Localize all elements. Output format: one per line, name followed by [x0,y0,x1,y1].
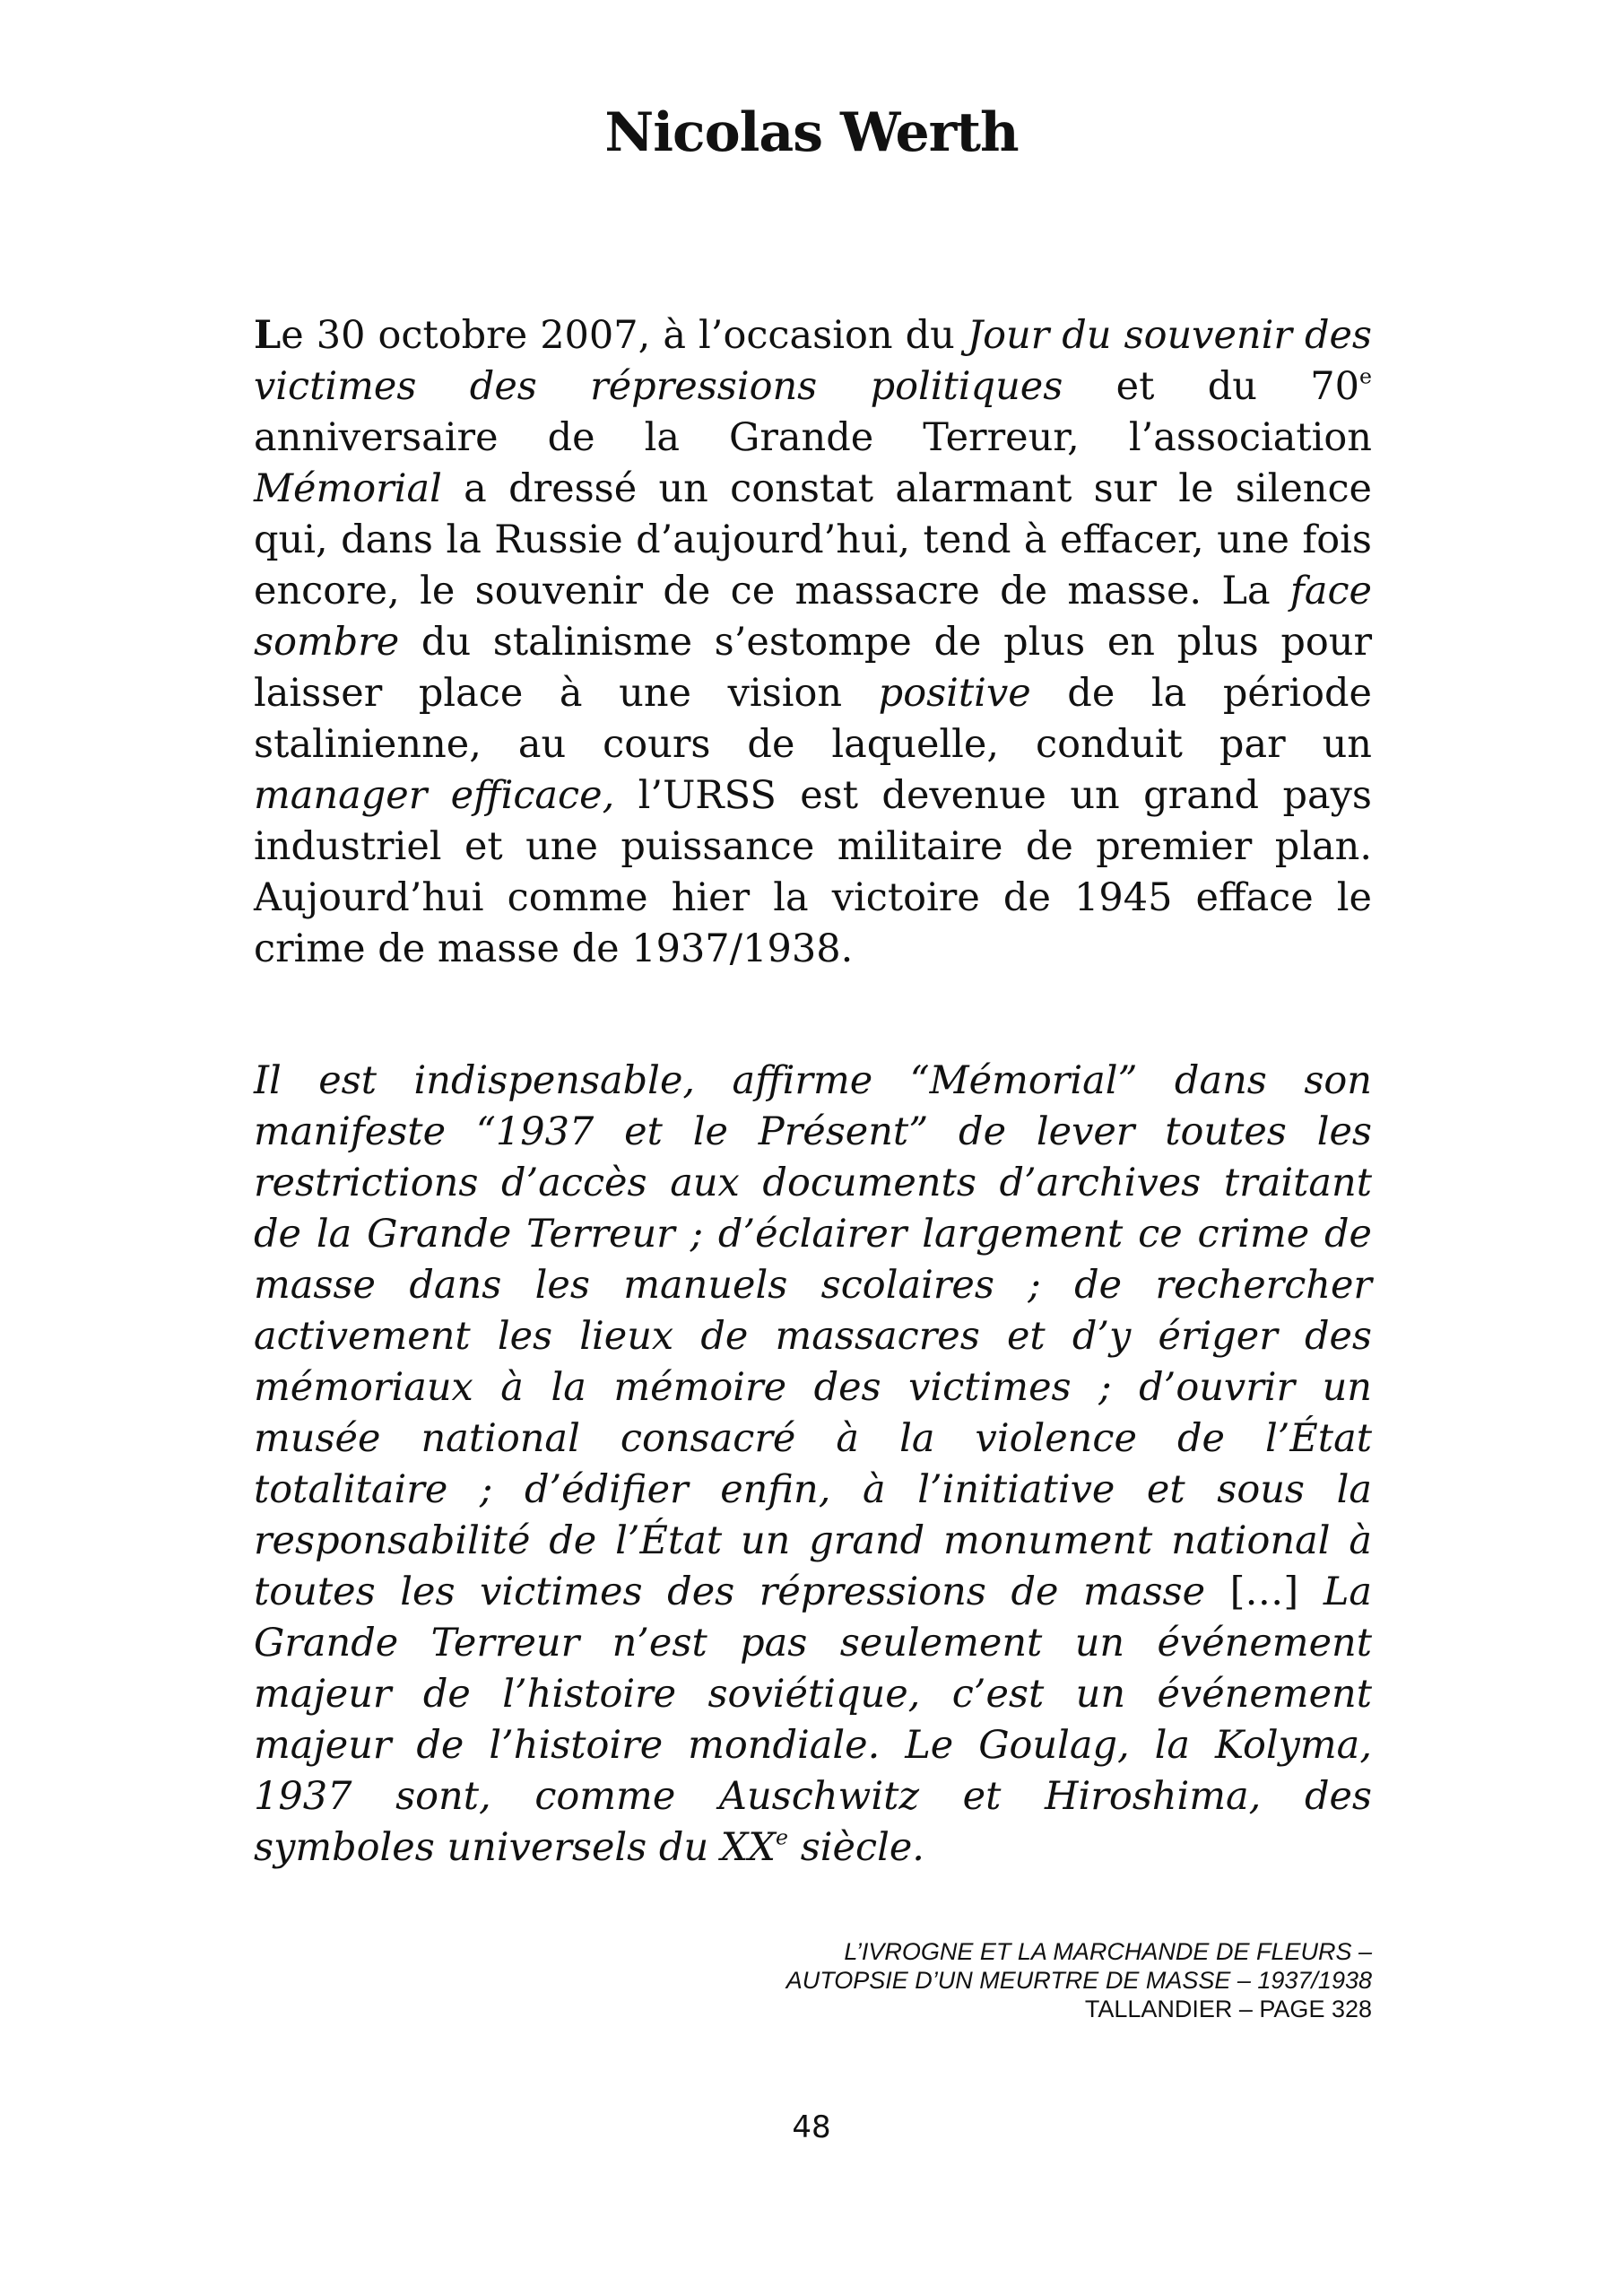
ellipsis-bracket: […] [1229,1570,1299,1614]
source-citation [786,1937,1372,2023]
text-run: e 30 octobre 2007, à l’occasion du [281,313,968,358]
paragraph-quote [254,1056,1372,1874]
superscript: e [776,1824,789,1850]
citation-title-line-1: L’IVROGNE ET LA MARCHANDE DE FLEURS – [844,1938,1372,1965]
text-run: du stalinisme s’estompe de plus en plus pour laisser place à une vision [254,620,1372,716]
emphasis-memorial: Mémorial [254,466,442,511]
paragraph-intro [254,310,1372,975]
citation-title-line-2: AUTOPSIE D’UN MEURTRE DE MASSE – 1937/1938 [785,1967,1372,1994]
emphasis-manager-efficace: manager efficace, [254,773,615,818]
text-run: l’URSS est devenue un grand pays industriel et une puissance militaire de premier plan. Aujourd’hui comme hier la victoire de 1945 efface le crime de masse de 1937/1938. [254,773,1372,971]
emphasis-face-sombre: face sombre [254,569,1372,665]
superscript: e [1359,363,1373,389]
author-title: Nicolas Werth [604,101,1019,164]
drop-cap: L [254,313,282,358]
citation-publisher: TALLANDIER – PAGE 328 [1084,1996,1372,2022]
text-run: anniversaire de la Grande Terreur, l’association [254,415,1372,460]
text-run: a dressé un constat alarmant sur le silence qui, dans la Russie d’aujourd’hui, tend à effacer, une fois encore, le souvenir de ce massacre de masse. La [254,466,1372,613]
text-run: La Grande Terreur n’est pas seulement un événement majeur de l’histoire soviétique, c’est un événement majeur de l’histoire mondiale. Le Goulag, la Kolyma, 1937 sont, comme Auschwitz et Hiroshima, des symboles universels du XX [254,1570,1373,1870]
text-run: de la période stalinienne, au cours de laquelle, conduit par un [254,671,1373,767]
text-run: Il est indispensable, affirme “Mémorial” dans son manifeste “1937 et le Présent” de lever toutes les restrictions d’accès aux documents d’archives traitant de la Grande Terreur ; d’éclairer largement ce crime de masse dans les manuels scolaires ; de rechercher activement les lieux de massacres et d’y ériger des mémoriaux à la mémoire des victimes ; d’ouvrir un musée national consacré à la violence de l’État totalitaire ; d’édifier enfin, à l’initiative et sous la responsabilité de l’État un grand monument national à toutes les victimes des répressions de masse [254,1058,1372,1614]
emphasis-positive: positive [878,671,1031,716]
page-number: 48 [792,2109,831,2145]
emphasis-jour-du-souvenir: Jour du souvenir des victimes des répressions politiques [254,313,1372,409]
text-run: siècle. [788,1825,924,1870]
text-run: et du 70 [1063,364,1360,409]
